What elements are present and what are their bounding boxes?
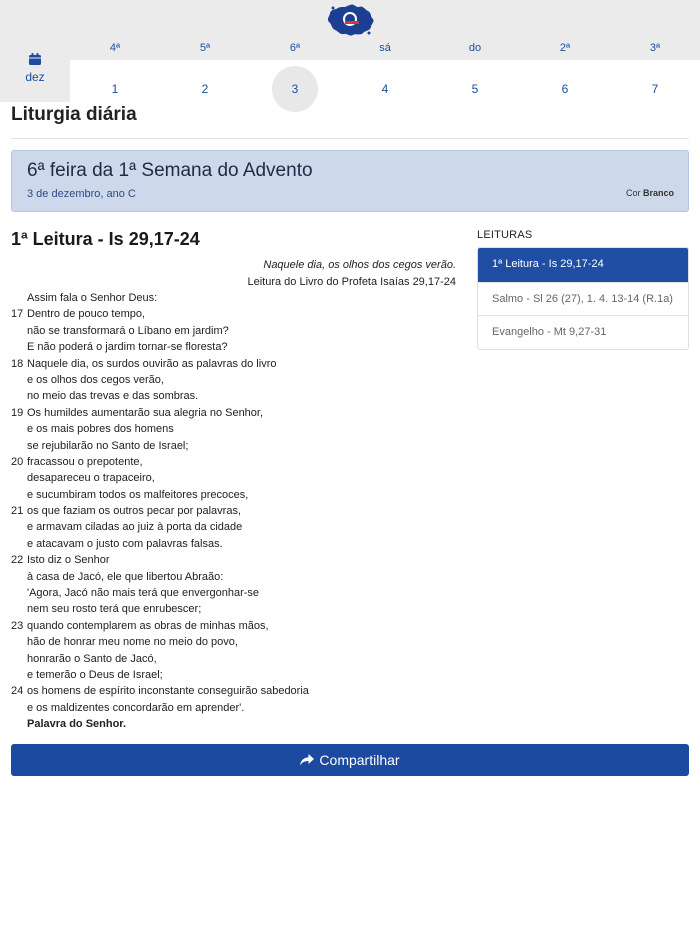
share-icon	[300, 754, 314, 766]
day-button-1[interactable]: 1	[111, 82, 119, 96]
verse-text: desapareceu o trapaceiro,	[27, 472, 155, 485]
weekday-label: 3ª	[649, 42, 661, 54]
verse-line	[11, 470, 461, 486]
liturgical-day-card	[11, 150, 689, 212]
readings-sidebar-title: LEITURAS	[477, 229, 533, 241]
verse-text: E não poderá o jardim tornar-se floresta?	[27, 341, 228, 354]
verse-text: e armavam ciladas ao juiz à porta da cidade	[27, 521, 243, 534]
reading-title: 1ª Leitura - Is 29,17-24	[11, 229, 200, 249]
verse-line	[11, 421, 461, 437]
verse-text: à casa de Jacó, ele que libertou Abraão:	[27, 570, 224, 583]
verse-text: Palavra do Senhor.	[27, 718, 127, 731]
liturgical-date: 3 de dezembro, ano C	[27, 188, 136, 200]
verse-text: Naquele dia, os surdos ouvirão as palavras do livro	[27, 357, 277, 370]
verse-line	[11, 601, 461, 617]
reading-text	[11, 290, 461, 733]
verse-number: 24	[11, 685, 24, 698]
day-button-2[interactable]: 2	[201, 82, 209, 96]
day-button-3-selected[interactable]: 3	[272, 66, 318, 112]
day-button-4[interactable]: 4	[381, 82, 389, 96]
verse-text: e temerão o Deus de Israel;	[27, 668, 163, 681]
page-title: Liturgia diária	[11, 104, 137, 125]
verse-line	[11, 405, 461, 421]
liturgical-day-title: 6ª feira da 1ª Semana do Advento	[27, 160, 313, 181]
share-button-label: Compartilhar	[319, 752, 400, 768]
verse-line	[11, 634, 461, 650]
weekday-label: 4ª	[109, 42, 121, 54]
verse-line	[11, 700, 461, 716]
verse-text: e atacavam o justo com palavras falsas.	[27, 537, 223, 550]
day-button-6[interactable]: 6	[561, 82, 569, 96]
liturgical-color	[626, 188, 674, 198]
verse-text: hão de honrar meu nome no meio do povo,	[27, 636, 238, 649]
verse-text: Assim fala o Senhor Deus:	[27, 292, 158, 304]
verse-number: 21	[11, 505, 24, 518]
verse-line	[11, 487, 461, 503]
verse-line	[11, 438, 461, 454]
day-button-5[interactable]: 5	[471, 82, 479, 96]
readings-list	[477, 247, 689, 350]
verse-text: nem seu rosto terá que enrubescer;	[27, 603, 202, 616]
verse-number: 19	[11, 406, 24, 419]
weekday-label: 2ª	[559, 42, 571, 54]
day-button-7[interactable]: 7	[651, 82, 659, 96]
calendar-month-label: dez	[25, 70, 45, 84]
verse-line	[11, 683, 461, 699]
verse-line	[11, 323, 461, 339]
verse-line	[11, 552, 461, 568]
color-label: Cor	[625, 188, 641, 198]
verse-line	[11, 716, 461, 732]
verse-line	[11, 585, 461, 601]
verse-number: 22	[11, 554, 24, 567]
verse-line	[11, 536, 461, 552]
verse-line	[11, 569, 461, 585]
verse-line	[11, 454, 461, 470]
verse-text: Dentro de pouco tempo,	[27, 308, 146, 321]
readings-item-psalm[interactable]: Salmo - Sl 26 (27), 1. 4. 13-14 (R.1a)	[478, 282, 688, 316]
verse-line	[11, 356, 461, 372]
verse-line	[11, 372, 461, 388]
verse-line	[11, 651, 461, 667]
verse-text: quando contemplarem as obras de minhas mãos,	[27, 619, 269, 632]
verse-text: e os maldizentes concordarão em aprender'.	[27, 701, 245, 714]
readings-item-gospel[interactable]: Evangelho - Mt 9,27-31	[478, 315, 688, 349]
calendar-month-picker[interactable]	[0, 40, 70, 102]
app-logo-icon[interactable]	[323, 2, 377, 38]
verse-text: se rejubilarão no Santo de Israel;	[27, 439, 189, 452]
verse-text: e sucumbiram todos os malfeitores precoces,	[27, 488, 249, 501]
calendar-icon	[28, 52, 42, 66]
weekday-label: sá	[379, 42, 391, 54]
verse-number: 23	[11, 619, 24, 632]
weekday-label: 5ª	[199, 42, 211, 54]
verse-text: honrarão o Santo de Jacó,	[27, 652, 157, 665]
verse-text: e os mais pobres dos homens	[27, 423, 174, 436]
verse-line	[11, 290, 461, 306]
weekday-label: do	[468, 42, 482, 54]
verse-text: fracassou o prepotente,	[27, 455, 143, 468]
reading-antiphon: Naquele dia, os olhos dos cegos verão.	[263, 259, 456, 271]
color-value: Branco	[642, 188, 674, 198]
verse-line	[11, 667, 461, 683]
verse-text: 'Agora, Jacó não mais terá que envergonhar-se	[27, 587, 260, 600]
verse-number: 20	[11, 455, 24, 468]
verse-line	[11, 618, 461, 634]
verse-line	[11, 503, 461, 519]
verse-number: 17	[11, 308, 24, 321]
verse-text: os homens de espírito inconstante conseguirão sabedoria	[27, 685, 309, 698]
verse-text: Os humildes aumentarão sua alegria no Senhor,	[27, 406, 264, 419]
verse-line	[11, 519, 461, 535]
verse-text: não se transformará o Líbano em jardim?	[27, 324, 229, 337]
verse-line	[11, 339, 461, 355]
weekday-label: 6ª	[289, 42, 301, 54]
verse-line	[11, 306, 461, 322]
share-button[interactable]	[11, 744, 689, 776]
readings-item-first-reading[interactable]: 1ª Leitura - Is 29,17-24	[478, 248, 688, 282]
verse-line	[11, 388, 461, 404]
verse-text: e os olhos dos cegos verão,	[27, 373, 164, 386]
divider	[11, 138, 689, 139]
verse-number: 18	[11, 357, 24, 370]
verse-text: Isto diz o Senhor	[27, 554, 110, 567]
reading-source: Leitura do Livro do Profeta Isaías 29,17-24	[247, 276, 456, 288]
verse-text: no meio das trevas e das sombras.	[27, 390, 199, 403]
verse-text: os que faziam os outros pecar por palavras,	[27, 505, 242, 518]
